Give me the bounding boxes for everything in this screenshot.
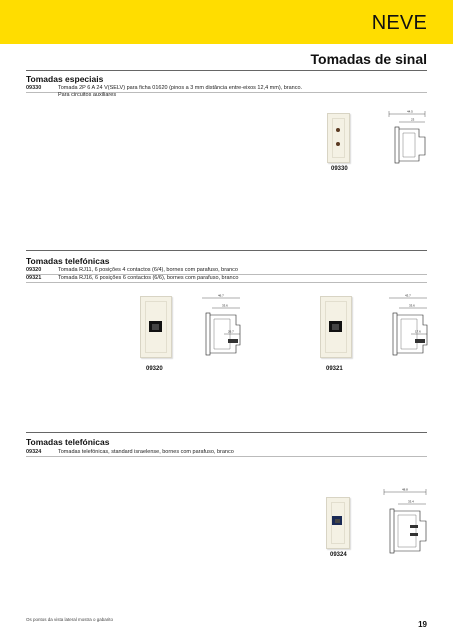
socket-image-09321	[320, 296, 352, 358]
page-title: Tomadas de sinal	[310, 51, 427, 67]
dimension-label: 44.5	[407, 109, 413, 114]
product-description: Para circuitos auxiliares	[58, 92, 117, 98]
product-description: Tomada 2P 6 A 24 V(SELV) para ficha 01620 (pinos a 3 mm distância entre-eixos 12,4 mm), branco.	[58, 85, 303, 91]
product-row	[26, 449, 427, 457]
dimension-label: 17.6	[415, 329, 421, 334]
pin-hole	[336, 142, 340, 146]
side-view-drawing	[385, 291, 431, 361]
product-label: 09321	[326, 366, 343, 372]
product-code: 09330	[26, 85, 42, 91]
page-number: 19	[418, 620, 427, 629]
product-code: 09320	[26, 267, 42, 273]
side-view-drawing	[385, 107, 430, 167]
section-divider	[26, 250, 427, 251]
product-code: 09321	[26, 275, 42, 281]
section-divider	[26, 432, 427, 433]
dimension-label: 33.6	[409, 303, 415, 308]
section-title: Tomadas telefónicas	[26, 437, 110, 447]
telephone-jack	[332, 516, 342, 525]
side-view-drawing	[198, 291, 244, 361]
dimension-label: 33.4	[408, 499, 414, 504]
product-row	[26, 267, 427, 275]
product-label: 09330	[331, 166, 348, 172]
product-description: Tomada RJ11, 6 posições 4 contactos (6/4), bornes com parafuso, branco	[58, 267, 238, 273]
pin-hole	[336, 128, 340, 132]
socket-image-09324	[326, 497, 350, 549]
dimension-label: 43.7	[405, 293, 411, 298]
socket-image-09330	[327, 113, 350, 163]
product-label: 09320	[146, 366, 163, 372]
product-description: Tomadas telefónicas, standard israelense, bornes com parafuso, branco	[58, 449, 234, 455]
rj-jack	[149, 321, 162, 332]
footnote: Os pontos da vista lateral mostra o gabarito	[26, 617, 114, 622]
dimension-label: 26.7	[228, 329, 234, 334]
socket-image-09320	[140, 296, 172, 358]
section-title: Tomadas telefónicas	[26, 256, 110, 266]
section-divider	[26, 70, 427, 71]
product-description: Tomada RJ16, 6 posições 6 contactos (6/6), bornes com parafuso, branco	[58, 275, 239, 281]
brand-title: NEVE	[371, 12, 427, 34]
dimension-label: 33.6	[222, 303, 228, 308]
product-row	[26, 92, 427, 99]
product-row	[26, 275, 427, 283]
rj-jack	[329, 321, 342, 332]
dimension-label: 46.7	[218, 293, 224, 298]
plate-frame	[332, 118, 345, 158]
section-title: Tomadas especiais	[26, 74, 104, 84]
side-view-drawing	[380, 485, 430, 557]
dimension-label: 23	[411, 117, 415, 122]
dimension-label: 48.8	[402, 487, 408, 492]
product-label: 09324	[330, 552, 347, 558]
product-code: 09324	[26, 449, 42, 455]
